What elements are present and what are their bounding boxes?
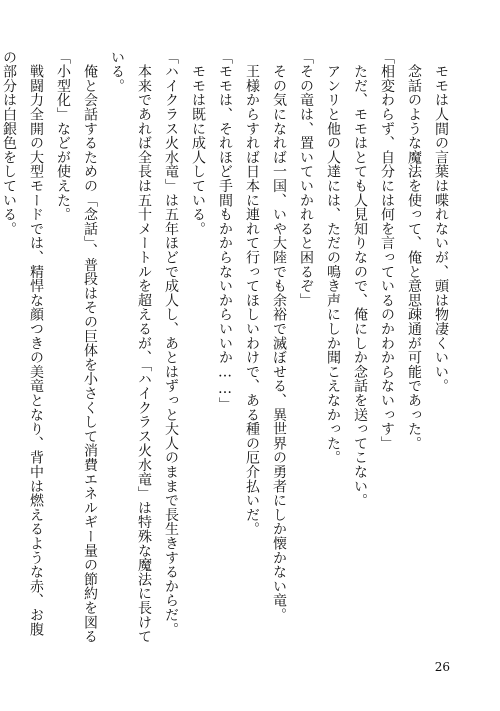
paragraph-11: 「ハイクラス火水竜」は五年ほどで成人し、あとはずっと大人のままで長生きするからだ。 bbox=[163, 50, 179, 637]
paragraph-4: ただ、モモはとても人見知りなので、俺にしか念話を送ってこない。 bbox=[352, 50, 368, 508]
paragraph-10: モモは既に成人している。 bbox=[190, 50, 206, 236]
paragraph-8: 王様からすれば日本に連れて行ってほしいわけで、ある種の厄介払いだ。 bbox=[244, 50, 260, 537]
paragraph-7: その気になれば一国、いや大陸でも余裕で滅ぼせる、異世界の勇者にしか懐かない竜。 bbox=[271, 50, 287, 622]
paragraph-1: モモは人間の言葉は喋れないが、頭は物凄くいい。 bbox=[433, 50, 449, 394]
paragraph-12: 本来であれば全長は五十メートルを超えるが、「ハイクラス火水竜」は特殊な魔法に長けている。 bbox=[109, 50, 152, 644]
page-number: 26 bbox=[434, 660, 450, 674]
paragraph-14: 戦闘力全開の大型モードでは、精悍な顔つきの美竜となり、背中は燃えるような赤、お腹の部分は白銀色をしている。 bbox=[1, 50, 44, 637]
paragraph-6: 「その竜は、置いていかれると困るぞ」 bbox=[298, 50, 314, 308]
paragraph-2: 念話のような魔法を使って、俺と意思疎通が可能であった。 bbox=[406, 50, 422, 451]
paragraph-5: アンリと他の人達には、ただの鳴き声にしか聞こえなかった。 bbox=[325, 50, 341, 465]
paragraph-13: 俺と会話するための「念話」、普段はその巨体を小さくして消費エネルギー量の節約を図る「小型化」などが使えた。 bbox=[55, 50, 98, 644]
paragraph-3: 「相変わらず、自分には何を言っているのかわからないっす」 bbox=[379, 50, 395, 451]
vertical-text-body bbox=[1, 50, 454, 650]
paragraph-9: 「モモは、それほど手間もかからないからいいか……」 bbox=[217, 50, 233, 412]
